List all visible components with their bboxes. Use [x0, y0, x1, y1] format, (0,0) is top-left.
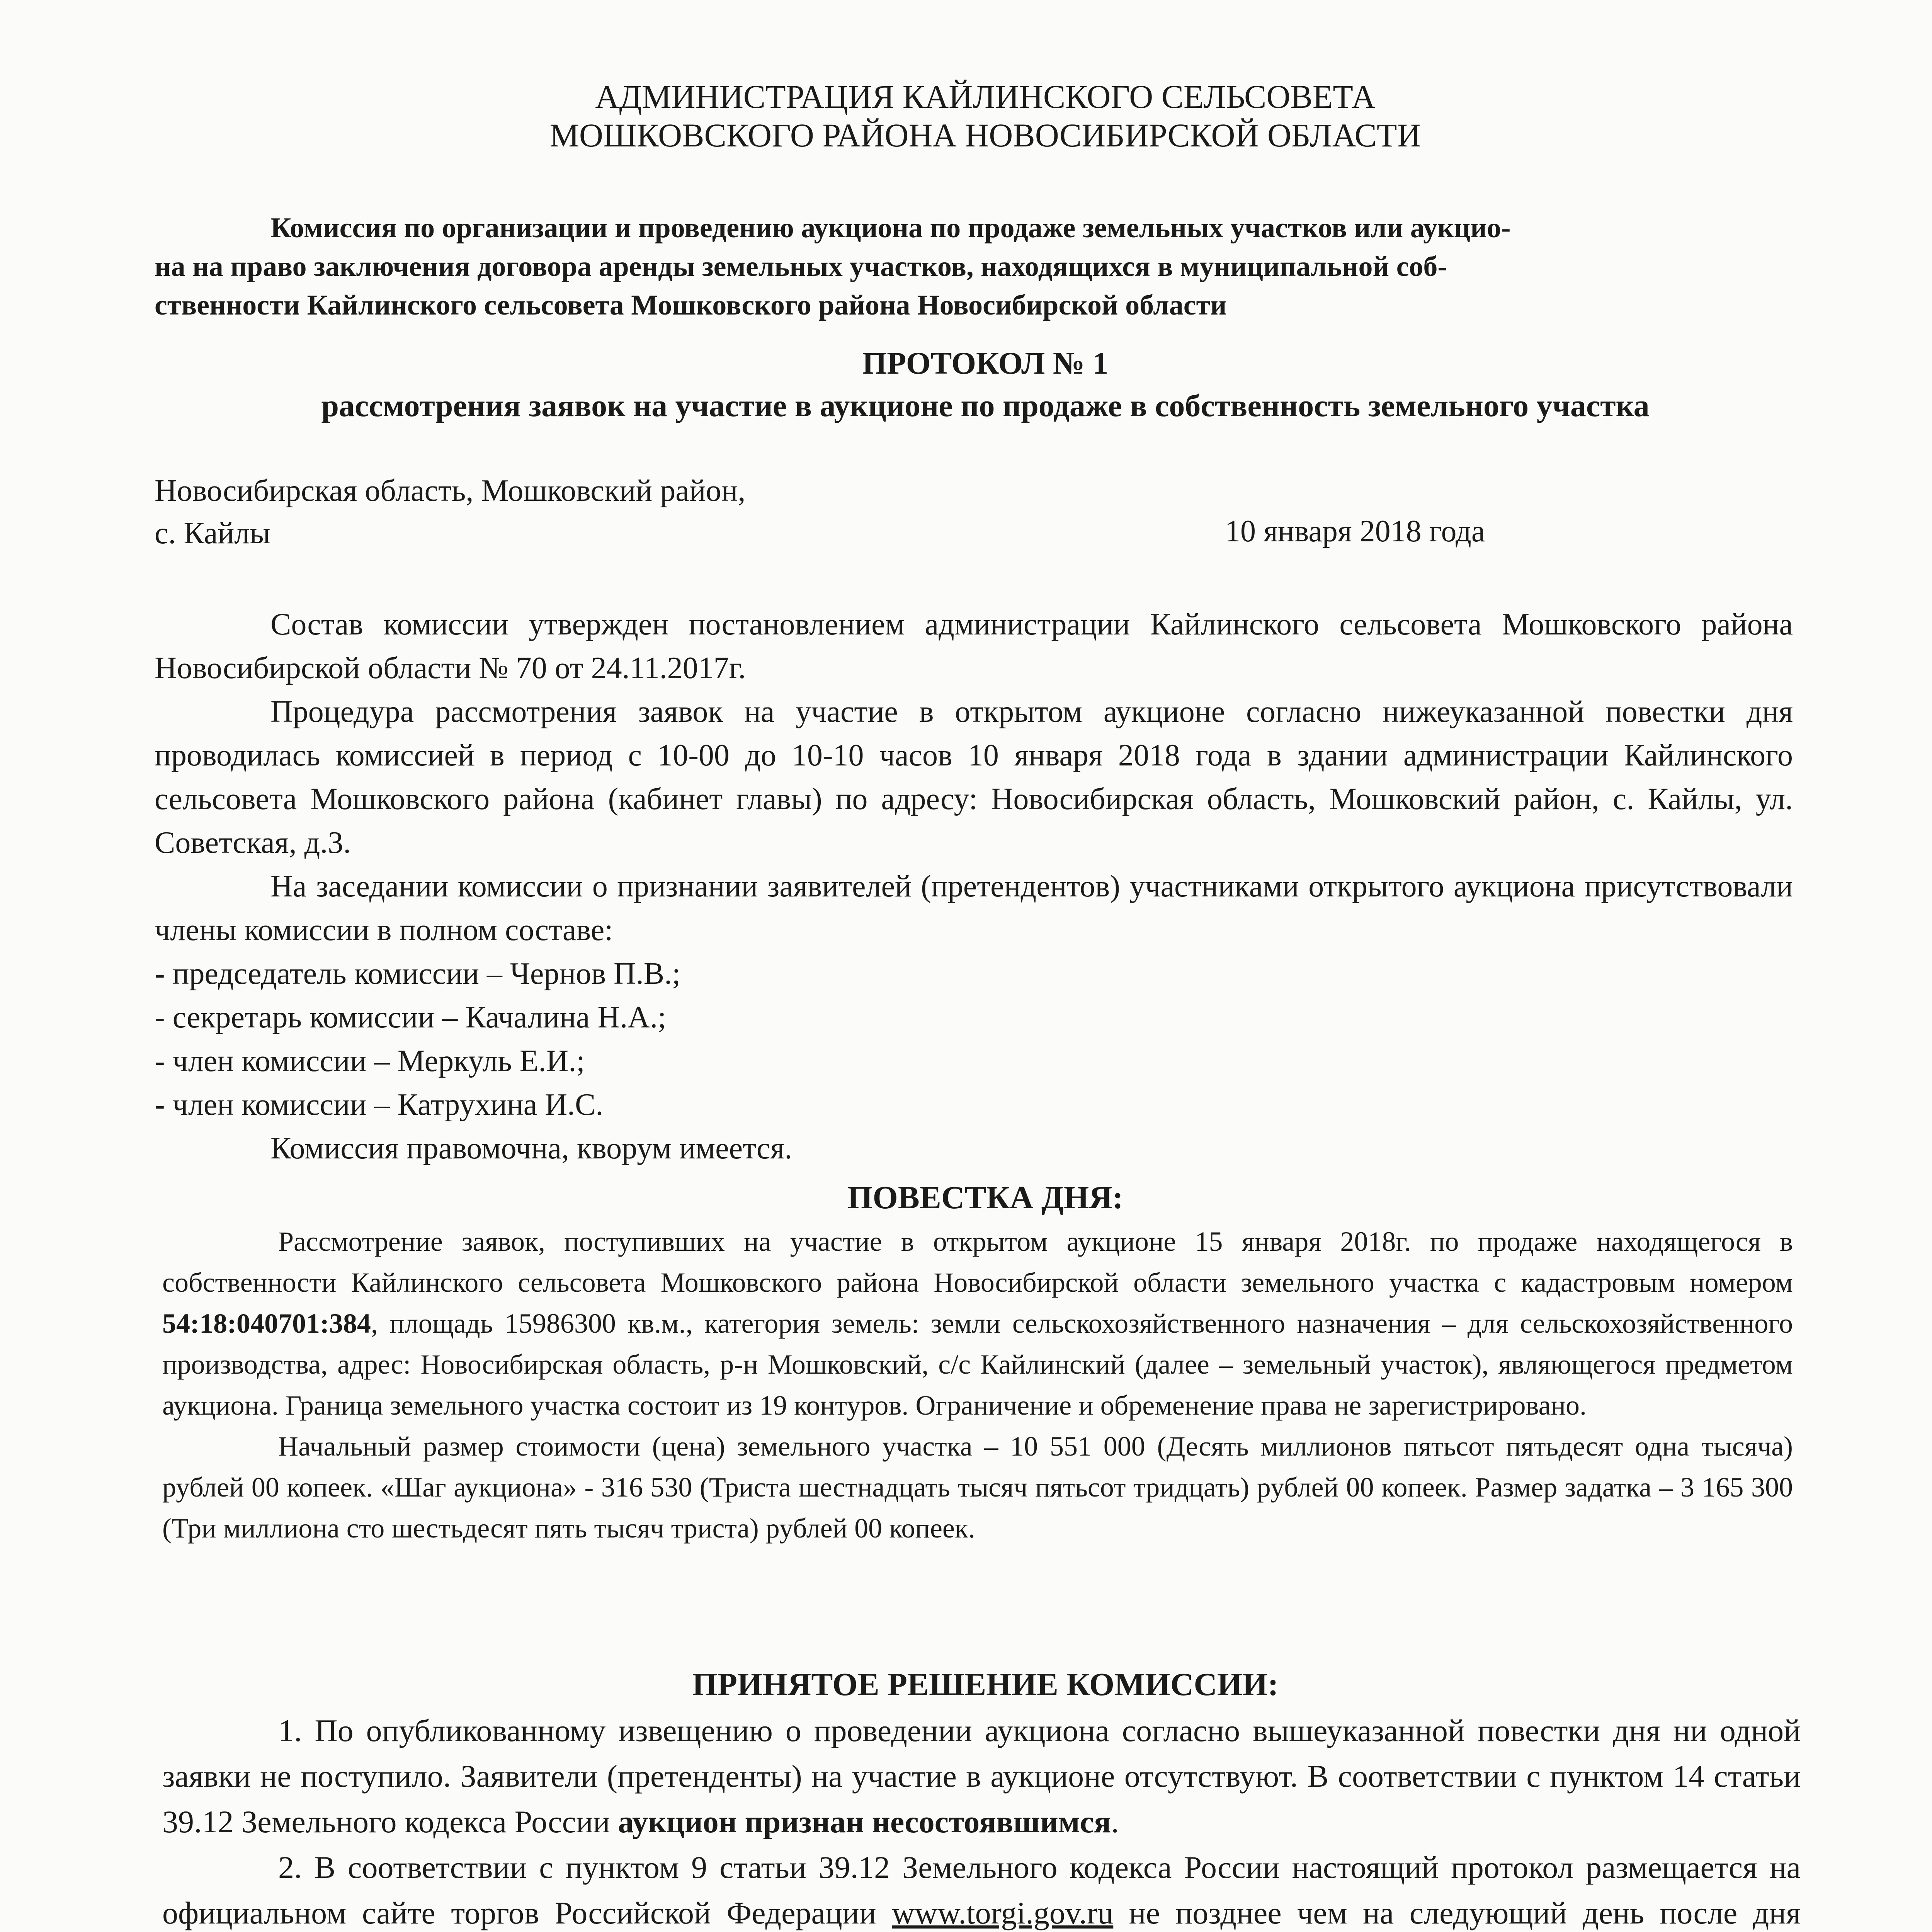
- intro-paragraph-2: Процедура рассмотрения заявок на участие в открытом аукционе согласно нижеуказанной повестки дня проводилась комиссией в период с 10-00 до 10-10 часов 10 января 2018 года в здании администрации Кайлинского сельсовета Мошковского района (кабинет главы) по адресу: Новосибирская область, Мошковский район, с. Кайлы, ул. Советская, д.3.: [155, 695, 1793, 860]
- intro-paragraph-1: Состав комиссии утвержден постановлением администрации Кайлинского сельсовета Мошковского района Новосибирской области № 70 от 24.11.2017г.: [155, 607, 1793, 685]
- decision-1-before: 1. По опубликованному извещению о проведении аукциона согласно вышеуказанной повестки дня ни одной заявки не поступило. Заявители (претенденты) на участие в аукционе отсутствуют. В соответствии с пунктом 14 статьи 39.12 Земельного кодекса России: [162, 1713, 1801, 1839]
- decision-paragraph-1: [162, 1708, 1801, 1845]
- quorum-text: Комиссия правомочна, кворум имеется.: [270, 1131, 793, 1165]
- commission-line-2: на на право заключения договора аренды земельных участков, находящихся в муниципальной соб-: [155, 251, 1447, 282]
- decision-section: [162, 1708, 1801, 1932]
- agenda-section: [162, 1221, 1793, 1549]
- intro-section: [155, 603, 1793, 1170]
- member-item: - член комиссии – Меркуль Е.И.;: [155, 1044, 585, 1078]
- commission-line-3: ственности Кайлинского сельсовета Мошковского района Новосибирской области: [155, 289, 1227, 321]
- agenda-text-before: Рассмотрение заявок, поступивших на участие в открытом аукционе 15 января 2018г. по продаже находящегося в собственности Кайлинского сельсовета Мошковского района Новосибирской области земельного участка с кадастровым номером: [162, 1226, 1793, 1298]
- cadastral-number: 54:18:040701:384: [162, 1308, 371, 1339]
- member-item: - член комиссии – Катрухина И.С.: [155, 1088, 604, 1122]
- protocol-date: 10 января 2018 года: [1225, 514, 1485, 548]
- protocol-title: ПРОТОКОЛ № 1: [862, 345, 1109, 381]
- member-item: - председатель комиссии – Чернов П.В.;: [155, 957, 681, 991]
- protocol-subtitle: рассмотрения заявок на участие в аукционе по продаже в собственность земельного участка: [321, 388, 1650, 423]
- intro-paragraph-3: На заседании комиссии о признании заявителей (претендентов) участниками открытого аукциона присутствовали члены комиссии в полном составе:: [155, 869, 1793, 947]
- agenda-text-after: , площадь 15986300 кв.м., категория земель: земли сельскохозяйственного назначения – для сельскохозяйственного производства, адрес: Новосибирская область, р-н Мошковский, с/с Кайлинский (далее – земельный участок), являющегося предметом аукциона. Граница земельного участка состоит из 19 контуров. Ограничение и обременение права не зарегистрировано.: [162, 1308, 1793, 1421]
- decision-1-after: .: [1111, 1804, 1119, 1839]
- agenda-paragraph-2: Начальный размер стоимости (цена) земельного участка – 10 551 000 (Десять миллионов пятьсот пятьдесят одна тысяча) рублей 00 копеек. «Шаг аукциона» - 316 530 (Триста шестнадцать тысяч пятьсот тридцать) рублей 00 копеек. Размер задатка – 3 165 300 (Три миллиона сто шестьдесят пять тысяч триста) рублей 00 копеек.: [162, 1431, 1793, 1544]
- header-line-1: АДМИНИСТРАЦИЯ КАЙЛИНСКОГО СЕЛЬСОВЕТА: [595, 78, 1376, 115]
- commission-line-1: Комиссия по организации и проведению аукциона по продаже земельных участков или аукцио-: [270, 212, 1511, 244]
- auction-failed-text: аукцион признан несостоявшимся: [618, 1804, 1111, 1839]
- torgi-link[interactable]: www.torgi.gov.ru: [892, 1895, 1114, 1930]
- decision-paragraph-2: [162, 1845, 1801, 1932]
- place-line-2: с. Кайлы: [155, 516, 270, 550]
- commission-title: [155, 209, 1816, 325]
- decision-2-middle: не позднее чем на следующий день после дня: [1129, 1895, 1801, 1930]
- decision-2-before: 2. В соответствии с пунктом 9 статьи 39.12 Земельного кодекса России настоящий протокол размещается на официальном сайте торгов Российской Федерации: [162, 1850, 1801, 1930]
- agenda-paragraph-1: [162, 1221, 1793, 1426]
- member-item: - секретарь комиссии – Качалина Н.А.;: [155, 1000, 667, 1034]
- agenda-title: ПОВЕСТКА ДНЯ:: [847, 1180, 1123, 1216]
- decision-title: ПРИНЯТОЕ РЕШЕНИЕ КОМИССИИ:: [692, 1667, 1279, 1702]
- place-line-1: Новосибирская область, Мошковский район,: [155, 474, 746, 508]
- header-line-2: МОШКОВСКОГО РАЙОНА НОВОСИБИРСКОЙ ОБЛАСТИ: [549, 117, 1421, 154]
